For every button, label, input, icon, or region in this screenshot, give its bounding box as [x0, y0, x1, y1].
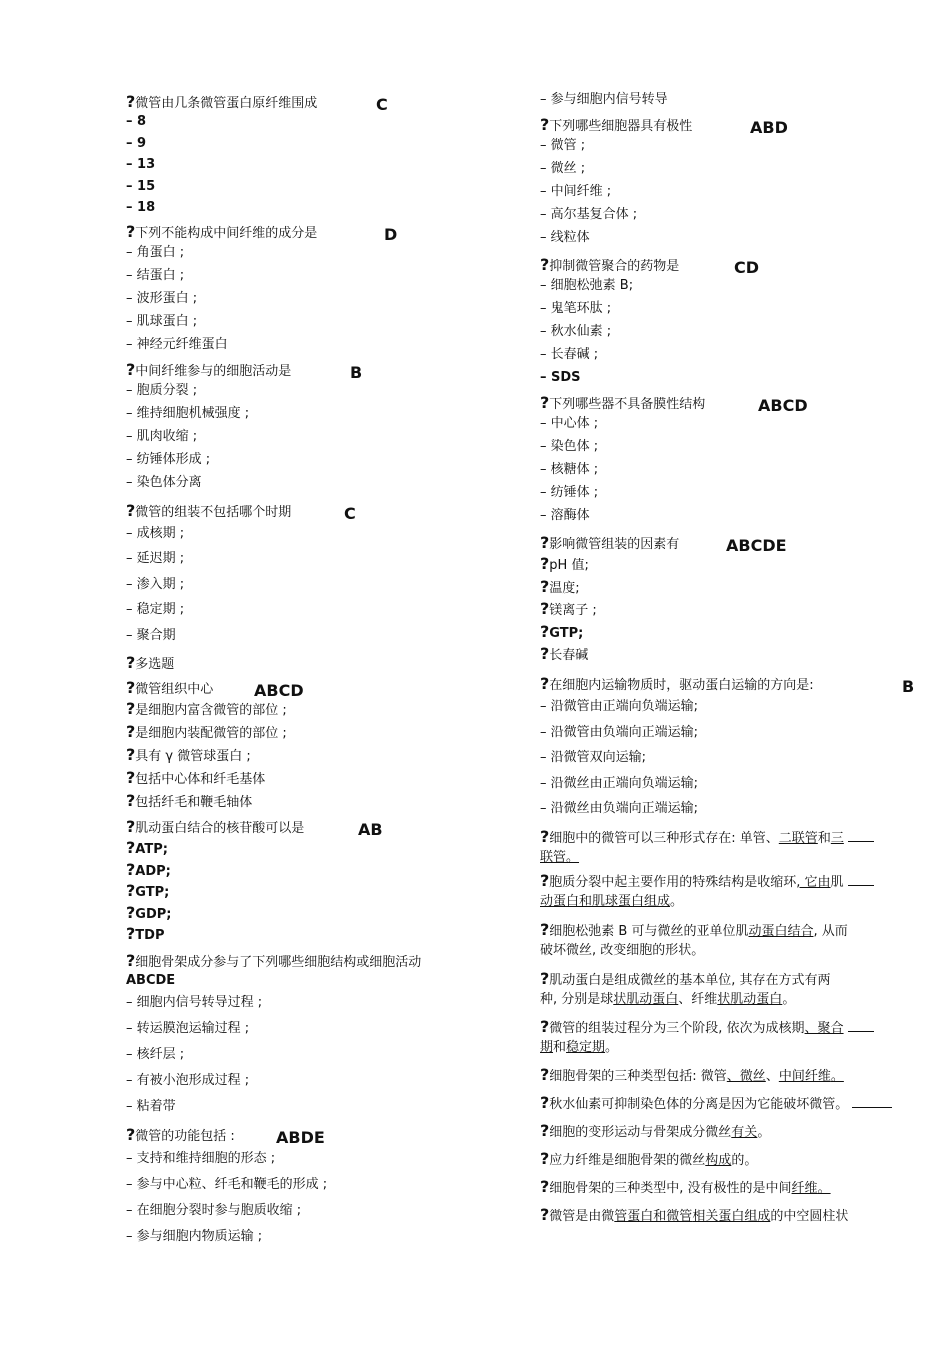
option: – 在细胞分裂时参与胞质收缩 ; — [126, 1203, 302, 1218]
option: – 肌球蛋白 ; — [126, 313, 198, 329]
option: – 8 — [126, 114, 147, 129]
option: – 神经元纤维蛋白 — [126, 336, 228, 352]
question-5: ?微管组织中心 ABCD — [126, 678, 304, 700]
option: – 13 — [126, 157, 156, 172]
fill-item: ?应力纤维是细胞骨架的微丝构成的。 — [540, 1149, 758, 1168]
option: ?镁离子 ; — [540, 599, 597, 618]
option: – 波形蛋白 ; — [126, 290, 198, 306]
question-8: ?微管的功能包括 : ABDE — [126, 1125, 325, 1147]
question-mark: ? — [126, 678, 136, 697]
question-2: ?下列不能构成中间纤维的成分是 D — [126, 221, 398, 244]
fill-item: ?细胞的变形运动与骨架成分微丝有关。 — [540, 1121, 771, 1140]
option: – 鬼笔环肽 ; — [540, 301, 612, 316]
question-mark: ? — [540, 674, 550, 693]
option: – 沿微丝由正端向负端运输; — [540, 775, 699, 791]
option: – 18 — [126, 200, 156, 215]
option: – 成核期 ; — [126, 525, 185, 541]
question-mark: ? — [126, 500, 136, 520]
option: ?GTP; — [540, 621, 584, 641]
option: – 有被小泡形成过程 ; — [126, 1073, 250, 1088]
option: ?pH 值; — [540, 554, 589, 573]
option: – 肌肉收缩 ; — [126, 428, 198, 444]
option: ?TDP — [126, 924, 165, 943]
option: – 沿微丝由负端向正端运输; — [540, 801, 699, 816]
option: – 秋水仙素 ; — [540, 324, 612, 339]
option: – 沿微管双向运输; — [540, 750, 647, 765]
option: – SDS — [540, 370, 581, 385]
answer: ABCDE — [126, 973, 176, 988]
answer: ABD — [750, 118, 788, 137]
option: – 角蛋白 ; — [126, 244, 185, 260]
option: ?包括纤毛和鞭毛轴体 — [126, 791, 253, 810]
left-column — [126, 92, 506, 1255]
section-heading: ?多选题 — [126, 653, 175, 672]
option: – 9 — [126, 135, 147, 151]
option: – 染色体分离 — [126, 474, 202, 490]
option: – 稳定期 ; — [126, 602, 185, 617]
answer: CD — [734, 258, 760, 277]
question-6: ?肌动蛋白结合的核苷酸可以是 AB — [126, 817, 383, 839]
answer: ABDE — [276, 1128, 325, 1147]
fill-item: ?细胞骨架的三种类型包括: 微管、微丝、中间纤维。 — [540, 1065, 844, 1084]
option: – 延迟期 ; — [126, 551, 185, 566]
option: – 粘着带 — [126, 1099, 176, 1114]
question-mark: ? — [540, 255, 550, 274]
option: – 参与中心粒、纤毛和鞭毛的形成 ; — [126, 1177, 328, 1192]
fill-item: ?细胞松弛素 B 可与微丝的亚单位肌动蛋白结合, 从而 破坏微丝, 改变细胞的形状。 — [540, 920, 848, 958]
question-3: ?中间纤维参与的细胞活动是 B — [126, 359, 363, 382]
option: ?ADP; — [126, 859, 171, 879]
option: – 结蛋白 ; — [126, 267, 185, 283]
option: – 细胞松弛素 B; — [540, 278, 634, 293]
option: – 参与细胞内物质运输 ; — [126, 1229, 263, 1244]
option: – 胞质分裂 ; — [126, 382, 198, 398]
question-mark: ? — [540, 533, 550, 552]
question-mark: ? — [126, 817, 136, 836]
option: – 支持和维持细胞的形态 ; — [126, 1151, 276, 1166]
answer: C — [376, 95, 388, 114]
option: ?GDP; — [126, 902, 172, 922]
option: ?是细胞内富含微管的部位 ; — [126, 699, 287, 718]
answer: B — [902, 677, 915, 696]
question-7: ?细胞骨架成分参与了下列哪些细胞结构或细胞活动 — [126, 951, 422, 970]
option: ?GTP; — [126, 881, 170, 900]
option: – 聚合期 — [126, 627, 176, 643]
option: ?ATP; — [126, 838, 168, 857]
option: – 中间纤维 ; — [540, 184, 612, 199]
option: – 细胞内信号转导过程 ; — [126, 995, 263, 1010]
option: – 中心体 ; — [540, 416, 599, 431]
option: – 微管 ; — [540, 138, 586, 153]
option: – 核糖体 ; — [540, 462, 599, 477]
question-12: ?影响微管组装的因素有 ABCDE — [540, 533, 787, 555]
answer: ABCD — [758, 396, 808, 415]
option: – 纺锤体形成 ; — [126, 451, 211, 467]
option: – 染色体 ; — [540, 439, 599, 454]
option: – 核纤层 ; — [126, 1047, 185, 1062]
question-mark: ? — [126, 653, 136, 672]
option: ?是细胞内装配微管的部位 ; — [126, 722, 287, 741]
fill-item: ?胞质分裂中起主要作用的特殊结构是收缩环, 它由肌 动蛋白和肌球蛋白组成。 — [540, 871, 925, 920]
question-13: ?在细胞内运输物质时，驱动蛋白运输的方向是: B — [540, 674, 915, 696]
option: – 15 — [126, 178, 156, 194]
question-1: ?微管由几条微管蛋白原纤维围成 C — [126, 92, 388, 114]
option: – 长春碱 ; — [540, 347, 599, 362]
option: – 维持细胞机械强度 ; — [126, 405, 250, 421]
fill-item: ?细胞中的微管可以三种形式存在: 单管、二联管和三 联管。 — [540, 827, 925, 871]
option: – 参与细胞内信号转导 — [540, 92, 668, 107]
option: – 溶酶体 — [540, 508, 590, 523]
option: – 沿微管由负端向正端运输; — [540, 724, 699, 740]
fill-item: ?肌动蛋白是组成微丝的基本单位, 其存在方式有两 种, 分别是球状肌动蛋白、纤维状肌动蛋白。 — [540, 969, 831, 1007]
question-mark: ? — [126, 221, 136, 241]
question-11: ?下列哪些器不具备膜性结构 ABCD — [540, 393, 808, 415]
option: – 高尔基复合体 ; — [540, 207, 638, 222]
answer: ABCD — [254, 681, 304, 700]
option: – 纺锤体 ; — [540, 485, 599, 500]
question-9: ?下列哪些细胞器具有极性 ABD — [540, 115, 788, 137]
option: ?具有 γ 微管球蛋白 ; — [126, 745, 251, 764]
answer: AB — [358, 820, 383, 839]
question-mark: ? — [126, 951, 136, 970]
option: – 沿微管由正端向负端运输; — [540, 699, 699, 714]
option: ?长春碱 — [540, 644, 589, 663]
question-mark: ? — [126, 1125, 136, 1144]
option: ?包括中心体和纤毛基体 — [126, 768, 266, 787]
answer: ABCDE — [726, 536, 787, 555]
fill-item: ?微管是由微管蛋白和微管相关蛋白组成的中空圆柱状 — [540, 1205, 849, 1224]
fill-item: ?秋水仙素可抑制染色体的分离是因为它能破坏微管。 — [540, 1093, 925, 1121]
answer: C — [344, 503, 356, 523]
option: – 渗入期 ; — [126, 576, 185, 592]
question-mark: ? — [126, 359, 136, 379]
question-mark: ? — [540, 393, 550, 412]
right-column — [540, 92, 925, 1233]
question-4: ?微管的组装不包括哪个时期 C — [126, 500, 356, 523]
question-mark: ? — [126, 92, 136, 111]
option: – 转运膜泡运输过程 ; — [126, 1021, 250, 1036]
answer: D — [384, 224, 398, 244]
fill-item: ?微管的组装过程分为三个阶段, 依次为成核期、聚合 期和稳定期。 — [540, 1017, 925, 1065]
question-mark: ? — [540, 115, 550, 134]
fill-item: ?细胞骨架的三种类型中, 没有极性的是中间纤维。 — [540, 1177, 831, 1196]
question-10: ?抑制微管聚合的药物是 CD — [540, 255, 760, 277]
option: – 微丝 ; — [540, 161, 586, 176]
option: ?温度; — [540, 576, 580, 596]
option: – 线粒体 — [540, 230, 590, 245]
answer: B — [350, 362, 363, 382]
